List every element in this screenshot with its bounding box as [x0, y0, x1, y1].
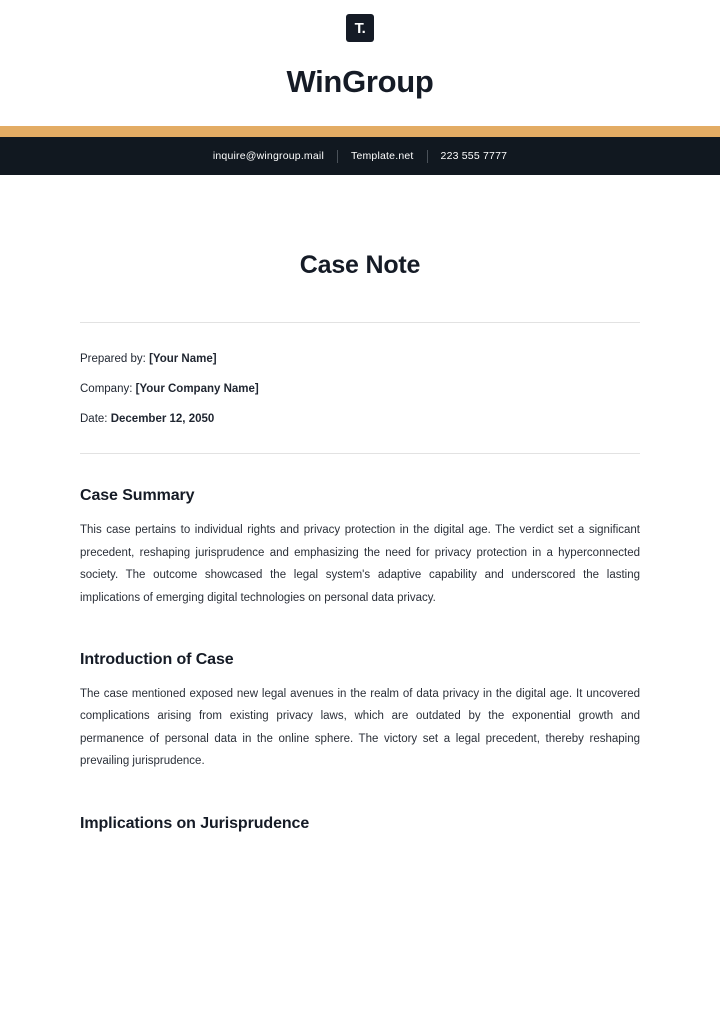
contact-phone: 223 555 7777 — [440, 150, 508, 162]
section-body: The case mentioned exposed new legal avenues in the realm of data privacy in the digital age. It uncovered complications arising from existing privacy laws, which are outdated by the exponential growth and permanence of personal data in the online sphere. The victory set a legal precedent, thereby reshaping prevailing jurisprudence. — [80, 687, 640, 768]
section-heading: Implications on Jurisprudence — [80, 814, 310, 832]
template-logo-icon: T. — [346, 14, 374, 42]
meta-date-label: Date: — [80, 413, 108, 426]
section-implications-on-jurisprudence — [80, 815, 640, 833]
section-introduction-of-case — [80, 651, 640, 773]
meta-company-label: Company: — [80, 383, 133, 396]
contact-website: Template.net — [351, 150, 414, 162]
meta-date-value: December 12, 2050 — [110, 413, 215, 426]
section-case-summary — [80, 487, 640, 609]
meta-company — [80, 381, 640, 397]
meta-prepared-by — [80, 351, 640, 367]
logo-container — [0, 0, 720, 42]
contact-bar — [0, 137, 720, 175]
meta-date — [80, 411, 640, 427]
meta-prepared-by-value: [Your Name] — [149, 353, 217, 365]
meta-company-value: [Your Company Name] — [135, 383, 259, 396]
meta-prepared-by-label: Prepared by: — [80, 353, 146, 365]
meta-divider — [80, 453, 640, 454]
page-title: Case Note — [299, 251, 421, 279]
section-heading: Introduction of Case — [80, 650, 234, 668]
document-content — [0, 251, 720, 833]
brand-name: WinGroup — [286, 64, 434, 99]
contact-email: inquire@wingroup.mail — [212, 150, 324, 162]
title-divider — [80, 322, 640, 323]
accent-divider-bar — [0, 126, 720, 137]
section-heading: Case Summary — [80, 487, 195, 505]
section-body: This case pertains to individual rights and privacy protection in the digital age. The verdict set a significant precedent, reshaping jurisprudence and emphasizing the need for privacy protection in a hyperconnected society. The outcome showcased the legal system's adaptive capability and underscored the lasting implications of emerging digital technologies on personal data privacy. — [80, 524, 640, 604]
document-meta — [80, 351, 640, 427]
